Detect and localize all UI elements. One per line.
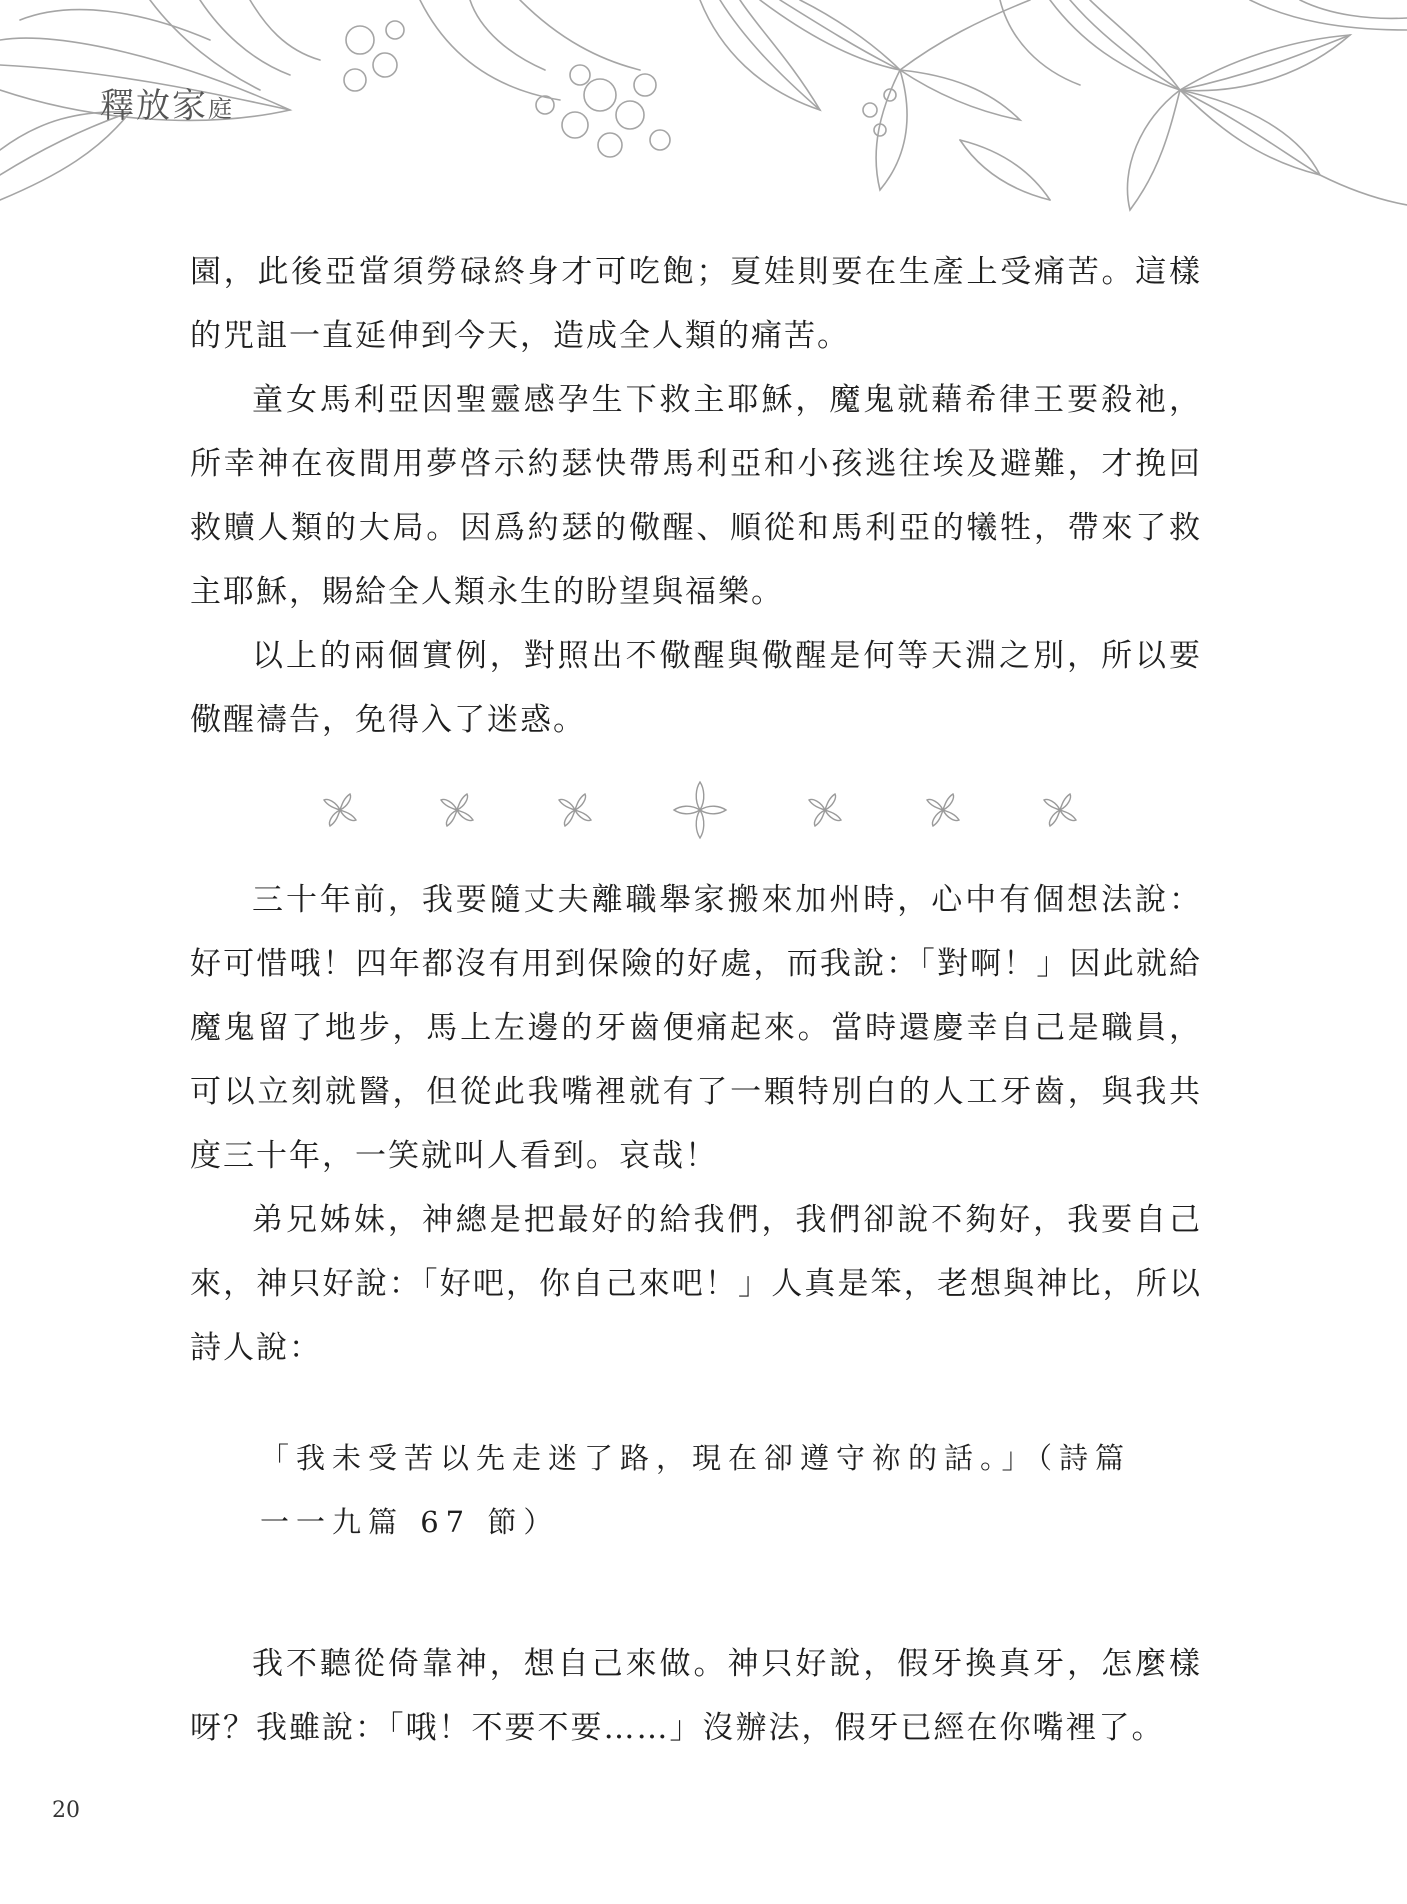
flourish-icon [555, 790, 595, 830]
paragraph: 以上的兩個實例，對照出不儆醒與儆醒是何等天淵之別，所以要儆醒禱告，免得入了迷惑。 [190, 638, 1202, 738]
running-title-main: 釋放家 [100, 86, 208, 126]
paragraph: 園，此後亞當須勞碌終身才可吃飽；夏娃則要在生產上受痛苦。這樣的咒詛一直延伸到今天，造成全人類的痛苦。 [190, 254, 1202, 354]
flourish-icon [923, 790, 963, 830]
paragraph: 弟兄姊妹，神總是把最好的給我們，我們卻說不夠好，我要自己來，神只好說：「好吧，你自己來吧！」人真是笨，老想與神比，所以詩人說： [190, 1202, 1202, 1366]
flourish-icon [805, 790, 845, 830]
ornamental-divider [320, 775, 1080, 845]
quote-line-1: 「我未受苦以先走迷了路，現在卻遵守祢的話。」（詩篇 [260, 1441, 1132, 1475]
paragraph: 我不聽從倚靠神，想自己來做。神只好說，假牙換真牙，怎麼樣呀？我雖說：「哦！不要不要……」沒辦法，假牙已經在你嘴裡了。 [190, 1646, 1202, 1746]
flourish-center-icon [672, 778, 728, 842]
paragraph: 三十年前，我要隨丈夫離職舉家搬來加州時，心中有個想法說：好可惜哦！四年都沒有用到保險的好處，而我說：「對啊！」因此就給魔鬼留了地步，馬上左邊的牙齒便痛起來。當時還慶幸自己是職員，可以立刻就醫，但從此我嘴裡就有了一顆特別白的人工牙齒，與我共度三十年，一笑就叫人看到。哀哉！ [190, 882, 1202, 1174]
flourish-icon [1040, 790, 1080, 830]
quote-line-2: 一一九篇 67 節） [260, 1505, 560, 1539]
body-text-block-2 [190, 868, 1202, 1380]
scripture-quote [260, 1426, 1140, 1554]
flourish-icon [437, 790, 477, 830]
running-title-small: 庭 [208, 95, 234, 123]
page-number: 20 [52, 1798, 80, 1823]
running-title [100, 78, 234, 127]
paragraph: 童女馬利亞因聖靈感孕生下救主耶穌，魔鬼就藉希律王要殺祂，所幸神在夜間用夢啓示約瑟快帶馬利亞和小孩逃往埃及避難，才挽回救贖人類的大局。因爲約瑟的儆醒、順從和馬利亞的犧牲，帶來了救主耶穌，賜給全人類永生的盼望與福樂。 [190, 382, 1202, 610]
flourish-icon [320, 790, 360, 830]
body-text-block-3 [190, 1632, 1202, 1760]
body-text-block-1 [190, 240, 1202, 752]
